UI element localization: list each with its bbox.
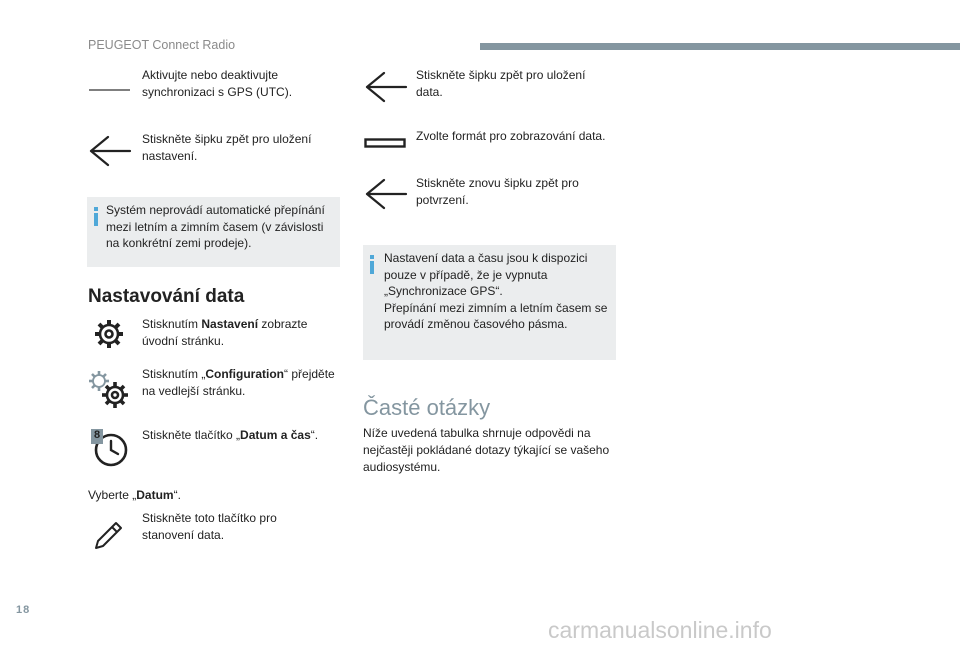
step-text-bold: Configuration	[205, 367, 285, 381]
note-gps-line1: Nastavení data a času jsou k dispozici pouze v případě, že je vypnuta „Synchronizace GPS“.	[384, 251, 588, 298]
step-nastaveni-text	[142, 316, 322, 350]
pencil-icon	[92, 518, 126, 552]
step-text-pre: Stiskněte tlačítko „	[142, 428, 241, 442]
step-text-bold: Datum a čas	[240, 428, 311, 442]
step-text-post: “.	[310, 428, 319, 442]
back-confirm-text: Stiskněte znovu šipku zpět pro potvrzení.	[416, 176, 579, 207]
step-configuration-text	[142, 366, 338, 400]
clock-icon	[90, 428, 130, 468]
back-arrow-icon	[364, 177, 408, 211]
clock-badge-number: 8	[94, 429, 101, 441]
page-number: 18	[16, 604, 31, 616]
toggle-line-icon	[88, 80, 132, 86]
gear-icon	[93, 318, 125, 350]
note-dst	[87, 197, 340, 267]
double-gear-icon	[88, 370, 130, 410]
note-gps-line2: Přepínání mezi zimním a letním časem se provádí změnou časového pásma.	[384, 300, 608, 331]
gps-sync-text: Aktivujte nebo deaktivujte synchronizaci s GPS (UTC).	[142, 68, 293, 99]
faq-title: Časté otázky	[363, 395, 491, 420]
step-text-post: “ přejděte na vedlejší stránku.	[142, 367, 335, 398]
step-text-post: zobrazte úvodní stránku.	[142, 317, 308, 348]
select-datum-text	[88, 487, 288, 504]
format-field-icon	[364, 136, 406, 148]
back-save-data-text: Stiskněte šipku zpět pro uložení data.	[416, 68, 586, 99]
edit-step-text: Stiskněte toto tlačítko pro stanovení data.	[142, 511, 277, 542]
back-arrow-icon	[88, 134, 132, 168]
select-text-pre: Vyberte „	[88, 488, 137, 502]
step-text-bold: Nastavení	[201, 317, 259, 331]
running-header: PEUGEOT Connect Radio	[88, 38, 236, 52]
back-arrow-icon	[364, 70, 408, 104]
select-text-post: “.	[173, 488, 181, 502]
note-gps-text	[384, 250, 612, 333]
step-text-pre: Stisknutím „	[142, 367, 206, 381]
date-format-text: Zvolte formát pro zobrazování data.	[416, 129, 606, 143]
step-text-pre: Stisknutím	[142, 317, 202, 331]
faq-text: Níže uvedená tabulka shrnuje odpovědi na nejčastěji pokládané dotazy týkající se vašeho audiosystému.	[363, 426, 610, 474]
step-datum-cas-text	[142, 427, 342, 444]
section-title: Nastavování data	[88, 286, 245, 307]
back-save-settings-text: Stiskněte šipku zpět pro uložení nastavení.	[142, 132, 312, 163]
note-dst-text: Systém neprovádí automatické přepínání mezi letním a zimním časem (v závislosti na konkrétní zemi prodeje).	[106, 203, 325, 250]
header-rule	[480, 43, 960, 50]
select-text-bold: Datum	[136, 488, 174, 502]
note-gps	[363, 245, 616, 360]
watermark: carmanualsonline.info	[548, 617, 772, 643]
